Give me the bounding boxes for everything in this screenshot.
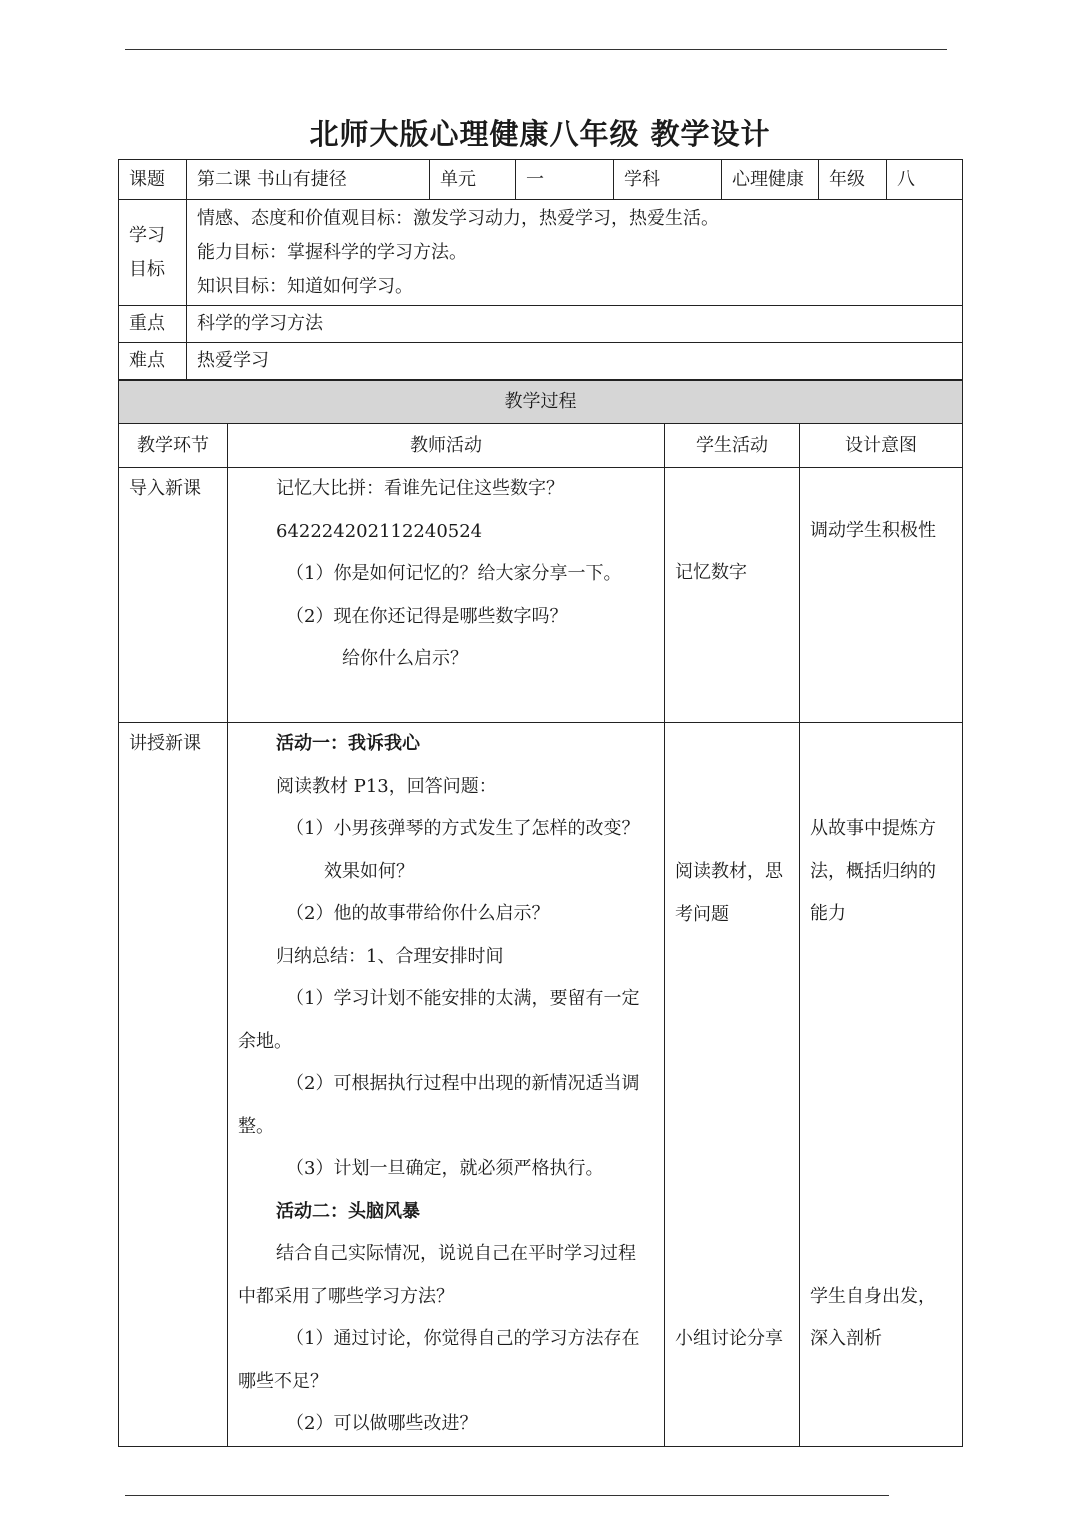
goals-label-line-1: 学习: [129, 224, 165, 246]
intro-stage: 导入新课: [119, 468, 228, 723]
process-header: 教学过程: [119, 381, 963, 424]
student-activity-1: 阅读教材，思: [675, 861, 783, 882]
goal-ability: 能力目标：掌握科学的学习方法。: [197, 241, 467, 263]
goals-label: [119, 200, 187, 306]
column-intent: 设计意图: [800, 424, 963, 468]
intro-line: 给你什么启示？: [342, 648, 468, 669]
intro-student: [665, 468, 800, 723]
key-label: 重点: [119, 306, 187, 343]
intro-student-text: 记忆数字: [675, 562, 747, 583]
lecture-line: （1）通过讨论，你觉得自己的学习方法存在: [286, 1328, 640, 1349]
activity-one-title: 活动一：我诉我心: [276, 733, 420, 754]
lecture-line: 余地。: [238, 1030, 292, 1052]
lecture-line: 归纳总结：1、合理安排时间: [276, 945, 504, 967]
lecture-line: （3）计划一旦确定，就必须严格执行。: [286, 1158, 604, 1179]
lecture-line: （2）他的故事带给你什么启示？: [286, 903, 550, 924]
lesson-label: 课题: [119, 160, 187, 200]
lesson-info-table: [118, 159, 963, 380]
key-value: 科学的学习方法: [187, 306, 963, 343]
lecture-line: （2）可根据执行过程中出现的新情况适当调: [286, 1073, 640, 1094]
goals-cell: [187, 200, 963, 306]
column-stage: 教学环节: [119, 424, 228, 468]
lecture-line: 中都采用了哪些学习方法？: [238, 1285, 454, 1307]
lecture-teacher: [228, 723, 665, 1447]
activity-two-title: 活动二：头脑风暴: [276, 1200, 420, 1222]
lesson-value: 第二课 书山有捷径: [187, 160, 430, 200]
lecture-line: 结合自己实际情况，说说自己在平时学习过程: [276, 1243, 636, 1264]
column-student: 学生活动: [665, 424, 800, 468]
lecture-line: （1）学习计划不能安排的太满，要留有一定: [286, 988, 640, 1009]
intro-teacher: [228, 468, 665, 723]
lecture-line: 哪些不足？: [238, 1370, 328, 1392]
lecture-student: [665, 723, 800, 1447]
intro-line: （1）你是如何记忆的？给大家分享一下。: [286, 563, 622, 584]
difficulty-label: 难点: [119, 343, 187, 380]
lecture-line: 阅读教材 P13，回答问题：: [276, 775, 497, 797]
difficulty-value: 热爱学习: [187, 343, 963, 380]
lecture-line: （2）可以做哪些改进？: [286, 1413, 478, 1434]
intent-2: 学生自身出发，: [810, 1285, 936, 1307]
subject-label: 学科: [614, 160, 722, 200]
teaching-process-table: [118, 380, 963, 1447]
intro-line: 记忆大比拼：看谁先记住这些数字？: [276, 478, 564, 499]
student-activity-1: 考问题: [675, 903, 729, 925]
lecture-line: 效果如何？: [324, 860, 414, 882]
lecture-stage: 讲授新课: [119, 723, 228, 1447]
goal-emotion: 情感、态度和价值观目标：激发学习动力，热爱学习，热爱生活。: [197, 207, 719, 229]
unit-label: 单元: [430, 160, 516, 200]
goals-label-line-2: 目标: [129, 258, 165, 280]
column-teacher: 教师活动: [228, 424, 665, 468]
lecture-line: 整。: [238, 1115, 274, 1137]
subject-value: 心理健康: [722, 160, 819, 200]
intro-intent: 调动学生积极性: [800, 468, 963, 723]
unit-value: 一: [516, 160, 614, 200]
intent-1: 从故事中提炼方: [810, 818, 936, 839]
intro-number-sequence: 642224202112240524: [276, 520, 483, 542]
goal-knowledge: 知识目标：知道如何学习。: [197, 275, 413, 297]
grade-label: 年级: [819, 160, 887, 200]
lecture-line: （1）小男孩弹琴的方式发生了怎样的改变？: [286, 818, 640, 839]
lecture-intent: [800, 723, 963, 1447]
student-activity-2: 小组讨论分享: [675, 1328, 783, 1349]
page-title: 北师大版心理健康八年级 教学设计: [309, 117, 771, 151]
intent-1: 法，概括归纳的: [810, 860, 936, 882]
grade-value: 八: [887, 160, 963, 200]
intent-1: 能力: [810, 903, 846, 924]
footer-rule: [125, 1495, 889, 1496]
intro-line: （2）现在你还记得是哪些数字吗？: [286, 605, 568, 627]
header-rule: [125, 49, 947, 50]
intent-2: 深入剖析: [810, 1328, 882, 1349]
